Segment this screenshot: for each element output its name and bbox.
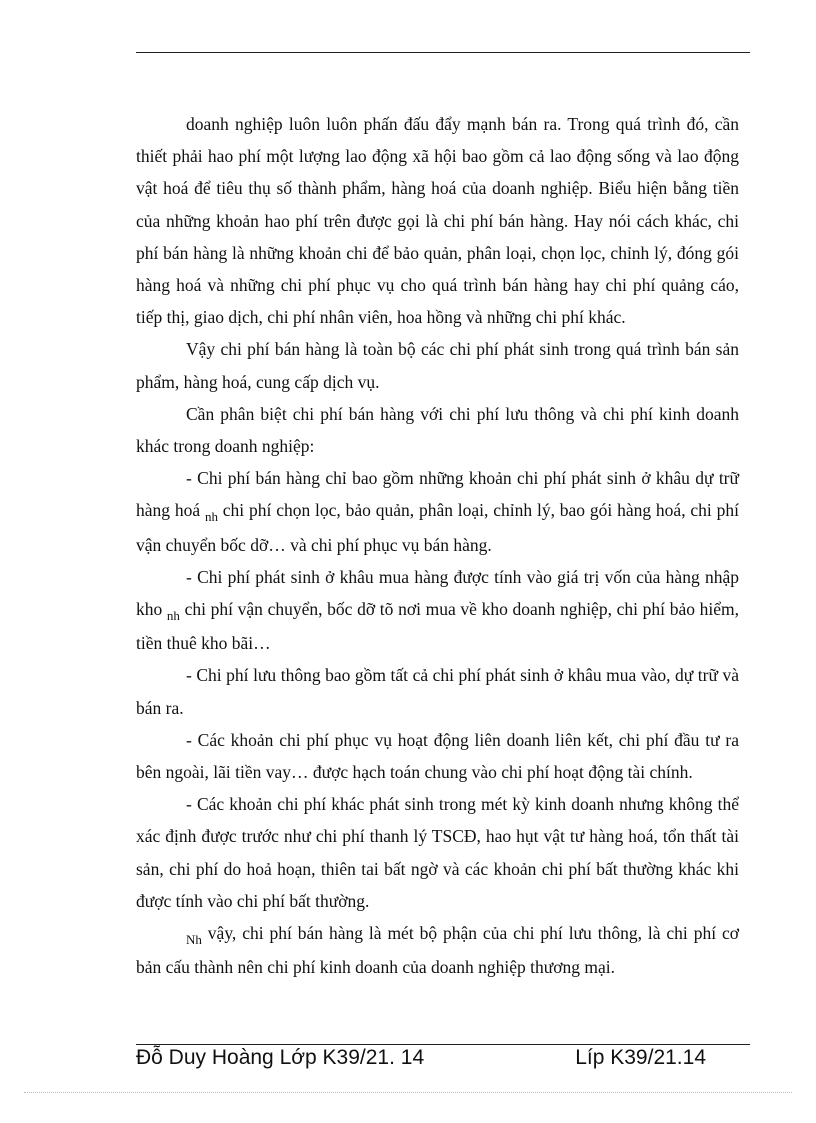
paragraph-text: chi phí vận chuyển, bốc dỡ tõ nơi mua về kho doanh nghiệp, chi phí bảo hiểm, tiền thuê kho bãi… [136, 599, 739, 654]
paragraph [136, 917, 739, 983]
paragraph [136, 108, 739, 333]
paragraph-text: - Chi phí bán hàng chỉ bao gồm những khoản chi phí phát sinh ở khâu dự trữ hàng hoá [136, 468, 739, 521]
paragraph-text: - Chi phí lưu thông bao gồm tất cả chi phí phát sinh ở khâu mua vào, dự trữ và bán ra. [136, 665, 739, 718]
paragraph-text: - Chi phí phát sinh ở khâu mua hàng được tính vào giá trị vốn của hàng nhập kho [136, 566, 739, 620]
paragraph-text: - Các khoản chi phí khác phát sinh trong mét kỳ kinh doanh nhưng không thể xác định được trước như chi phí thanh lý TSCĐ, hao hụt vật tư hàng hoá, tổn thất tài sản, chi phí do hoả hoạn, thiên tai bất ngờ và các khoản chi phí bất thường khác khi được tính vào chi phí bất thường. [136, 794, 739, 911]
abbrev-fragment: nh [166, 608, 180, 624]
footer-author-class: Đỗ Duy Hoàng Lớp K39/21. 14 [136, 1046, 425, 1069]
abbrev-fragment: nh [204, 509, 218, 525]
paragraph [136, 788, 739, 917]
paragraph-text: doanh nghiệp luôn luôn phấn đấu đẩy mạnh bán ra. Trong quá trình đó, cần thiết phải hao phí một lượng lao động xã hội bao gồm cả lao động sống và lao động vật hoá để tiêu thụ số thành phẩm, hàng hoá của doanh nghiệp. Biểu hiện bằng tiền của những khoản hao phí trên được gọi là chi phí bán hàng. Hay nói cách khác, chi phí bán hàng là những khoản chi để bảo quản, phân loại, chọn lọc, chỉnh lý, đóng gói hàng hoá và những chi phí phục vụ cho quá trình bán hàng hay chi phí quảng cáo, tiếp thị, giao dịch, chi phí nhân viên, hoa hồng và những chi phí khác. [136, 114, 739, 328]
paragraph-text: vậy, chi phí bán hàng là mét bộ phận của chi phí lưu thông, là chi phí cơ bản cấu thành nên chi phí kinh doanh của doanh nghiệp thương mại. [136, 923, 739, 978]
paragraph [136, 724, 739, 788]
page-footer [136, 1046, 750, 1076]
header-rule [136, 52, 750, 53]
paragraph-text: - Các khoản chi phí phục vụ hoạt động liên doanh liên kết, chi phí đầu tư ra bên ngoài, lãi tiền vay… được hạch toán chung vào chi phí hoạt động tài chính. [136, 729, 739, 783]
abbrev-fragment: Nh [186, 932, 202, 948]
footer-class-code: Líp K39/21.14 [575, 1046, 706, 1069]
page-boundary [24, 1092, 792, 1093]
paragraph [136, 659, 739, 723]
paragraph-text: Vậy chi phí bán hàng là toàn bộ các chi phí phát sinh trong quá trình bán sản phẩm, hàng hoá, cung cấp dịch vụ. [136, 339, 739, 392]
paragraph [136, 462, 739, 561]
paragraph-text: Cần phân biệt chi phí bán hàng với chi phí lưu thông và chi phí kinh doanh khác trong doanh nghiệp: [136, 403, 739, 457]
paragraph-text: chi phí chọn lọc, bảo quản, phân loại, chỉnh lý, bao gói hàng hoá, chi phí vận chuyển bốc dỡ… và chi phí phục vụ bán hàng. [136, 500, 739, 555]
paragraph [136, 333, 739, 397]
document-body [136, 108, 739, 983]
footer-rule [136, 1044, 750, 1045]
paragraph [136, 561, 739, 660]
paragraph [136, 398, 739, 462]
